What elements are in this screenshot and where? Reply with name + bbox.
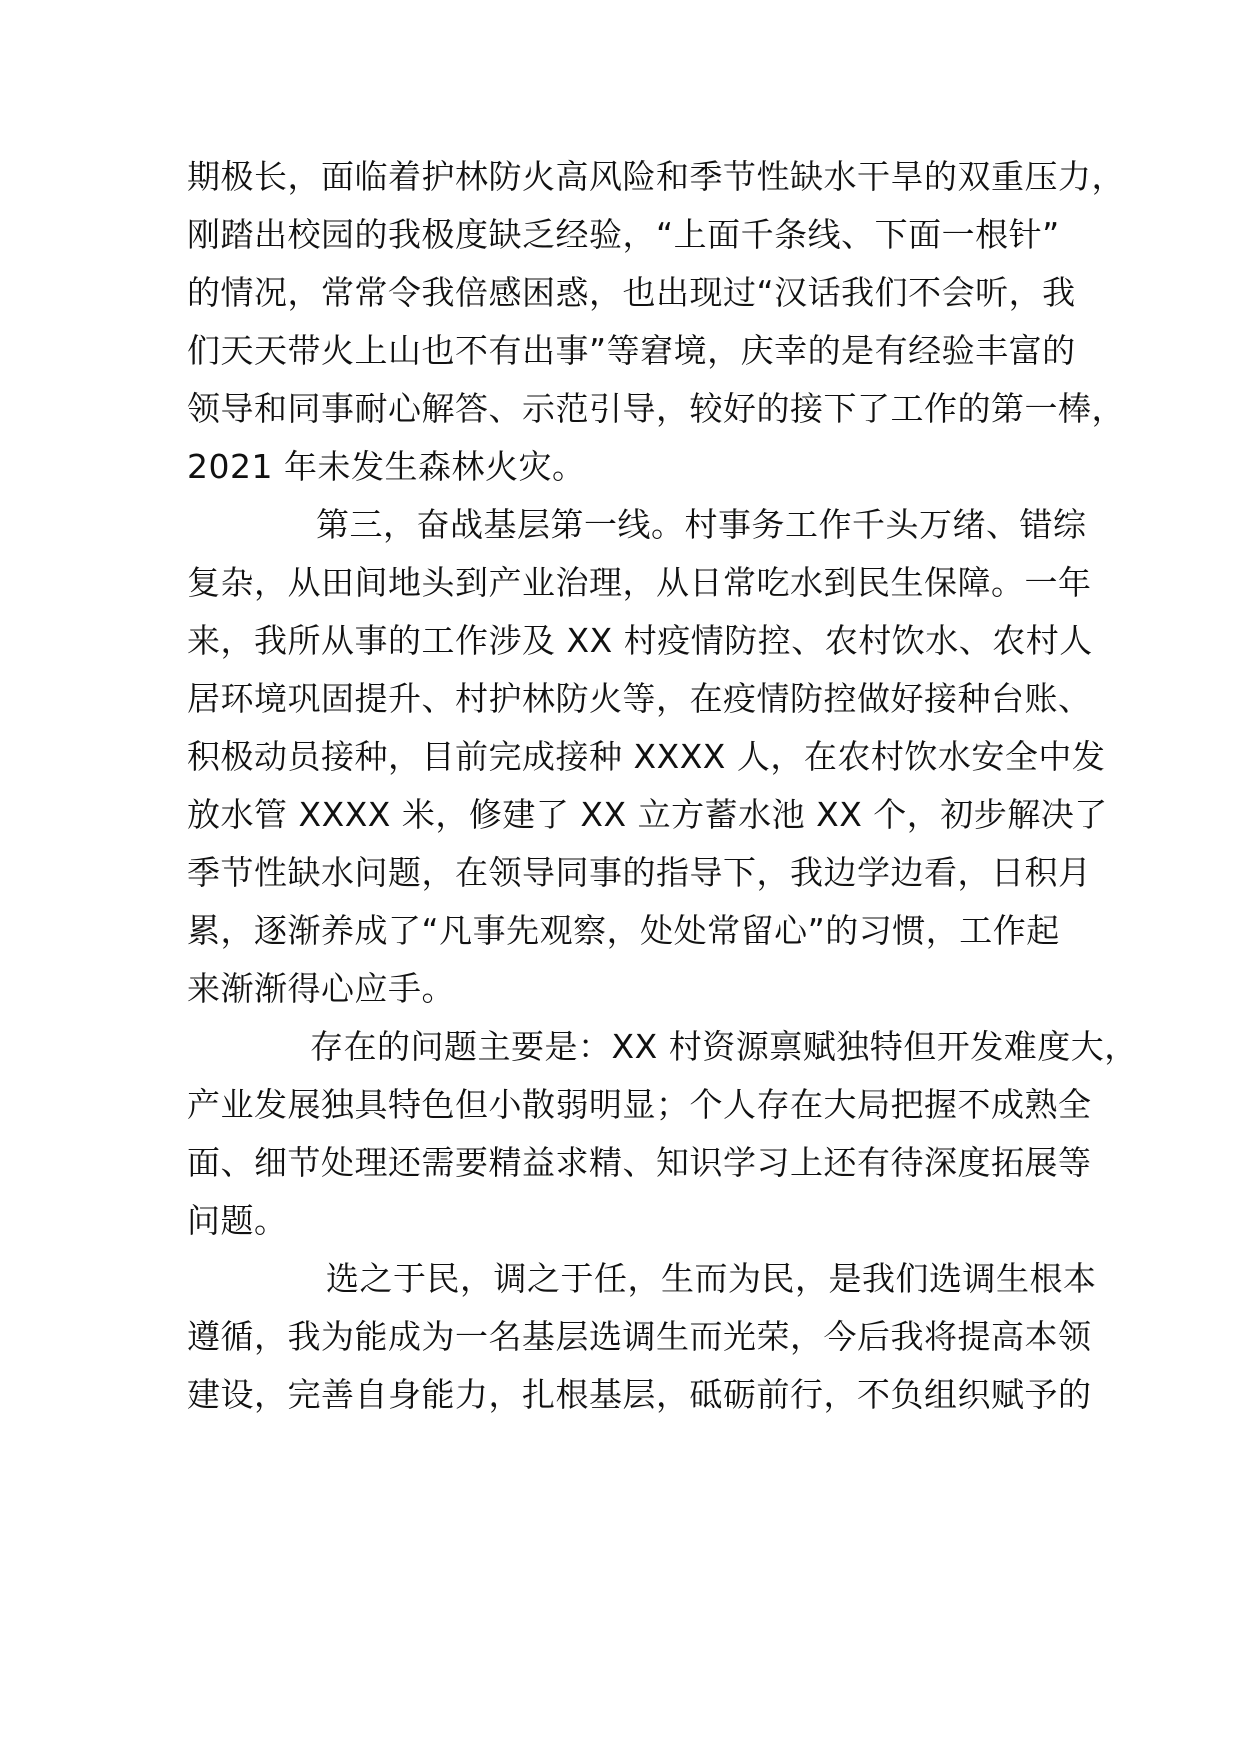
text-line: 们天天带火上山也不有出事”等窘境，庆幸的是有经验丰富的 [187, 331, 1076, 370]
text-line: 面、细节处理还需要精益求精、知识学习上还有待深度拓展等 [187, 1143, 1092, 1182]
paragraph-first-line: 选之于民，调之于任，生而为民，是我们选调生根本 [326, 1259, 1097, 1298]
text-line: 季节性缺水问题，在领导同事的指导下，我边学边看，日积月 [187, 853, 1092, 892]
text-line: 复杂，从田间地头到产业治理，从日常吃水到民生保障。一年 [187, 563, 1092, 602]
text-line: 放水管 XXXX 米，修建了 XX 立方蓄水池 XX 个，初步解决了 [187, 795, 1108, 834]
text-line: 问题。 [187, 1201, 288, 1240]
text-line: 遵循，我为能成为一名基层选调生而光荣，今后我将提高本领 [187, 1317, 1092, 1356]
text-line: 来渐渐得心应手。 [187, 969, 455, 1008]
text-line: 积极动员接种，目前完成接种 XXXX 人，在农村饮水安全中发 [187, 737, 1106, 776]
text-line: 期极长，面临着护林防火高风险和季节性缺水干旱的双重压力， [187, 157, 1125, 196]
text-line: 2021 年未发生森林火灾。 [187, 447, 586, 486]
paragraph-first-line: 存在的问题主要是：XX 村资源禀赋独特但开发难度大， [310, 1027, 1138, 1066]
text-line: 居环境巩固提升、村护林防火等，在疫情防控做好接种台账、 [187, 679, 1092, 718]
text-line: 累，逐渐养成了“凡事先观察，处处常留心”的习惯，工作起 [187, 911, 1060, 950]
text-line: 建设，完善自身能力，扎根基层，砥砺前行，不负组织赋予的 [187, 1375, 1092, 1414]
text-line: 产业发展独具特色但小散弱明显；个人存在大局把握不成熟全 [187, 1085, 1092, 1124]
paragraph-first-line: 第三，奋战基层第一线。村事务工作千头万绪、错综 [316, 505, 1087, 544]
text-line: 刚踏出校园的我极度缺乏经验，“上面千条线、下面一根针” [187, 215, 1060, 254]
text-line: 来，我所从事的工作涉及 XX 村疫情防控、农村饮水、农村人 [187, 621, 1093, 660]
text-line: 领导和同事耐心解答、示范引导，较好的接下了工作的第一棒， [187, 389, 1125, 428]
text-line: 的情况，常常令我倍感困惑，也出现过“汉话我们不会听，我 [187, 273, 1076, 312]
